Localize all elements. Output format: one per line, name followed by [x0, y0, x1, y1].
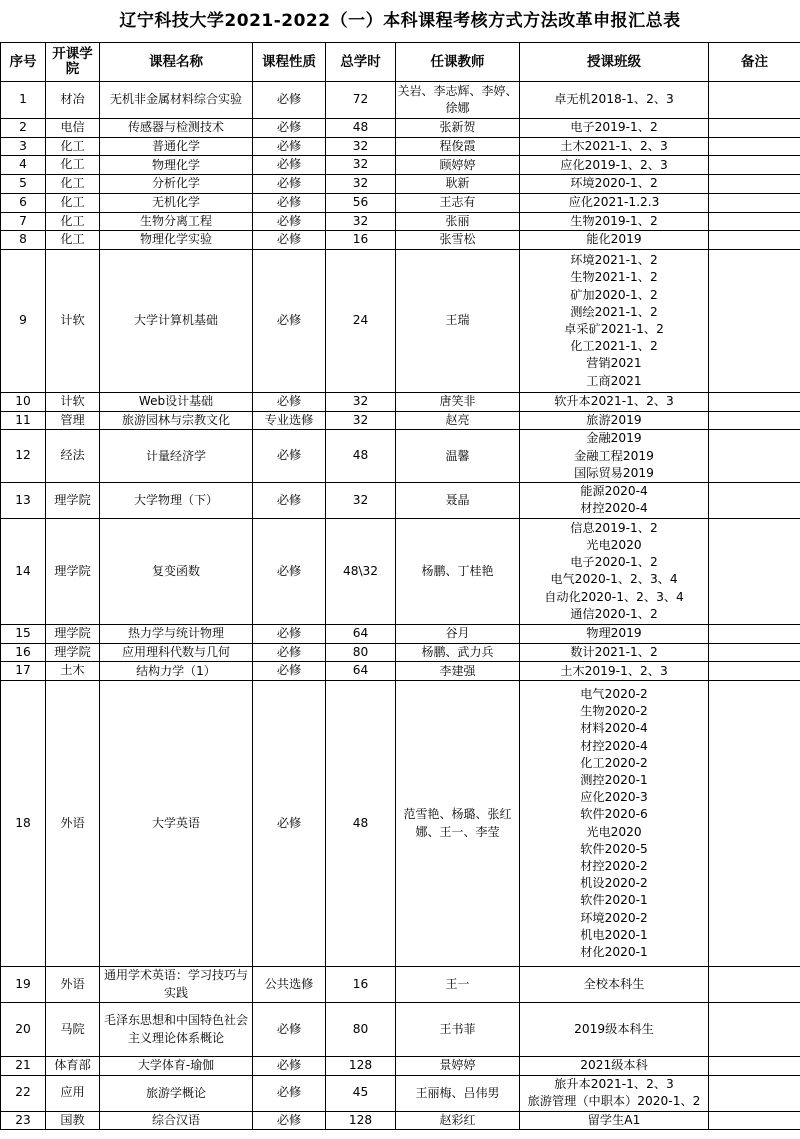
class-item: 能源2020-4 [580, 484, 648, 499]
teacher-cell: 王一 [396, 967, 520, 1003]
class-item: 应化2019-1、2、3 [560, 157, 668, 172]
classes-cell [520, 430, 709, 483]
seq-cell: 16 [1, 643, 46, 662]
remark-cell [709, 1075, 800, 1111]
table-row [1, 430, 800, 483]
seq-cell: 21 [1, 1057, 46, 1076]
hours-cell: 80 [326, 1003, 396, 1057]
nature-cell: 必修 [253, 175, 326, 194]
teacher-cell: 王书菲 [396, 1003, 520, 1057]
table-row [1, 1003, 800, 1057]
seq-cell: 7 [1, 212, 46, 231]
nature-cell: 必修 [253, 1111, 326, 1130]
header-classes: 授课班级 [520, 43, 709, 82]
college-cell: 管理 [46, 411, 100, 430]
hours-cell: 32 [326, 137, 396, 156]
classes-cell [520, 212, 709, 231]
nature-cell: 必修 [253, 1003, 326, 1057]
remark-cell [709, 193, 800, 212]
remark-cell [709, 392, 800, 411]
seq-cell: 20 [1, 1003, 46, 1057]
class-item: 生物2019-1、2 [570, 213, 658, 228]
college-cell: 理学院 [46, 482, 100, 518]
class-item: 电气2020-2 [580, 686, 648, 701]
class-item: 自动化2020-1、2、3、4 [544, 589, 684, 604]
remark-cell [709, 82, 800, 119]
college-cell: 外语 [46, 967, 100, 1003]
college-cell: 体育部 [46, 1057, 100, 1076]
course-name-cell: 大学计算机基础 [100, 249, 253, 392]
classes-cell [520, 1111, 709, 1130]
table-row [1, 119, 800, 138]
header-row [1, 43, 800, 82]
college-cell: 化工 [46, 231, 100, 250]
classes-cell [520, 1057, 709, 1076]
remark-cell [709, 231, 800, 250]
course-name-cell: 大学英语 [100, 681, 253, 967]
remark-cell [709, 249, 800, 392]
seq-cell: 1 [1, 82, 46, 119]
class-item: 应化2020-3 [580, 790, 648, 805]
header-hours: 总学时 [326, 43, 396, 82]
course-name-cell: 综合汉语 [100, 1111, 253, 1130]
remark-cell [709, 967, 800, 1003]
class-item: 材化2020-1 [580, 944, 648, 959]
classes-cell [520, 681, 709, 967]
nature-cell: 必修 [253, 662, 326, 681]
table-row [1, 411, 800, 430]
hours-cell: 32 [326, 411, 396, 430]
teacher-cell: 王志有 [396, 193, 520, 212]
header-remark: 备注 [709, 43, 800, 82]
class-item: 材控2020-4 [580, 738, 648, 753]
header-course: 课程名称 [100, 43, 253, 82]
class-item: 机设2020-2 [580, 876, 648, 891]
table-row [1, 518, 800, 624]
nature-cell: 必修 [253, 643, 326, 662]
page-title: 辽宁科技大学2021-2022（一）本科课程考核方式方法改革申报汇总表 [119, 11, 681, 31]
remark-cell [709, 156, 800, 175]
course-name-cell: 旅游学概论 [100, 1075, 253, 1111]
teacher-cell: 景婷婷 [396, 1057, 520, 1076]
remark-cell [709, 643, 800, 662]
class-item: 电子2019-1、2 [570, 120, 658, 135]
classes-cell [520, 624, 709, 643]
seq-cell: 22 [1, 1075, 46, 1111]
class-item: 数计2021-1、2 [570, 644, 658, 659]
hours-cell: 72 [326, 82, 396, 119]
class-item: 软升本2021-1、2、3 [554, 394, 674, 409]
teacher-cell: 谷月 [396, 624, 520, 643]
class-item: 物理2019 [586, 626, 642, 641]
class-item: 土木2021-1、2、3 [560, 138, 668, 153]
classes-cell [520, 392, 709, 411]
nature-cell: 必修 [253, 392, 326, 411]
teacher-cell: 赵彩红 [396, 1111, 520, 1130]
hours-cell: 24 [326, 249, 396, 392]
college-cell: 电信 [46, 119, 100, 138]
nature-cell: 必修 [253, 1057, 326, 1076]
nature-cell: 必修 [253, 119, 326, 138]
course-name-cell: 无机化学 [100, 193, 253, 212]
college-cell: 马院 [46, 1003, 100, 1057]
table-row [1, 1075, 800, 1111]
teacher-cell: 程俊霞 [396, 137, 520, 156]
teacher-cell: 温馨 [396, 430, 520, 483]
remark-cell [709, 411, 800, 430]
seq-cell: 5 [1, 175, 46, 194]
hours-cell: 32 [326, 175, 396, 194]
table-row [1, 643, 800, 662]
remark-cell [709, 1111, 800, 1130]
table-row [1, 681, 800, 967]
nature-cell: 必修 [253, 156, 326, 175]
seq-cell: 11 [1, 411, 46, 430]
classes-cell [520, 1075, 709, 1111]
remark-cell [709, 1003, 800, 1057]
course-name-cell: 大学体育-瑜伽 [100, 1057, 253, 1076]
classes-cell [520, 82, 709, 119]
seq-cell: 13 [1, 482, 46, 518]
hours-cell: 80 [326, 643, 396, 662]
college-cell: 应用 [46, 1075, 100, 1111]
college-cell: 材冶 [46, 82, 100, 119]
teacher-cell: 顾婷婷 [396, 156, 520, 175]
course-table [0, 42, 800, 1130]
class-item: 材控2020-4 [580, 501, 648, 516]
class-item: 材料2020-4 [580, 721, 648, 736]
remark-cell [709, 430, 800, 483]
teacher-cell: 聂晶 [396, 482, 520, 518]
header-nature: 课程性质 [253, 43, 326, 82]
table-row [1, 967, 800, 1003]
course-name-cell: 旅游园林与宗教文化 [100, 411, 253, 430]
course-name-cell: 毛泽东思想和中国特色社会主义理论体系概论 [100, 1003, 253, 1057]
college-cell: 理学院 [46, 518, 100, 624]
teacher-cell: 王瑞 [396, 249, 520, 392]
class-item: 能化2019 [586, 232, 642, 247]
table-row [1, 193, 800, 212]
nature-cell: 必修 [253, 624, 326, 643]
college-cell: 化工 [46, 193, 100, 212]
class-item: 全校本科生 [583, 976, 645, 991]
seq-cell: 3 [1, 137, 46, 156]
remark-cell [709, 482, 800, 518]
remark-cell [709, 681, 800, 967]
class-item: 光电2020 [586, 824, 642, 839]
college-cell: 化工 [46, 175, 100, 194]
course-name-cell: 无机非金属材料综合实验 [100, 82, 253, 119]
seq-cell: 19 [1, 967, 46, 1003]
college-cell: 经法 [46, 430, 100, 483]
seq-cell: 4 [1, 156, 46, 175]
seq-cell: 17 [1, 662, 46, 681]
college-cell: 理学院 [46, 624, 100, 643]
seq-cell: 12 [1, 430, 46, 483]
college-cell: 外语 [46, 681, 100, 967]
course-name-cell: 应用理科代数与几何 [100, 643, 253, 662]
table-row [1, 249, 800, 392]
hours-cell: 32 [326, 156, 396, 175]
course-name-cell: 计量经济学 [100, 430, 253, 483]
course-name-cell: 大学物理（下） [100, 482, 253, 518]
class-item: 金融2019 [586, 431, 642, 446]
nature-cell: 必修 [253, 231, 326, 250]
header-seq: 序号 [1, 43, 46, 82]
remark-cell [709, 662, 800, 681]
classes-cell [520, 249, 709, 392]
course-name-cell: Web设计基础 [100, 392, 253, 411]
table-row [1, 175, 800, 194]
class-item: 环境2020-1、2 [570, 176, 658, 191]
hours-cell: 48 [326, 119, 396, 138]
table-row [1, 392, 800, 411]
class-item: 通信2020-1、2 [570, 606, 658, 621]
classes-cell [520, 119, 709, 138]
hours-cell: 32 [326, 482, 396, 518]
teacher-cell: 唐笑非 [396, 392, 520, 411]
college-cell: 化工 [46, 137, 100, 156]
classes-cell [520, 411, 709, 430]
teacher-cell: 李建强 [396, 662, 520, 681]
class-item: 旅游管理（中职本）2020-1、2 [527, 1094, 701, 1109]
class-item: 电气2020-1、2、3、4 [550, 572, 678, 587]
teacher-cell: 张雪松 [396, 231, 520, 250]
nature-cell: 必修 [253, 193, 326, 212]
class-item: 国际贸易2019 [574, 465, 654, 480]
course-name-cell: 物理化学实验 [100, 231, 253, 250]
classes-cell [520, 137, 709, 156]
college-cell: 计软 [46, 249, 100, 392]
hours-cell: 56 [326, 193, 396, 212]
remark-cell [709, 1057, 800, 1076]
class-item: 留学生A1 [587, 1113, 641, 1127]
seq-cell: 6 [1, 193, 46, 212]
seq-cell: 10 [1, 392, 46, 411]
course-name-cell: 通用学术英语：学习技巧与实践 [100, 967, 253, 1003]
class-item: 卓无机2018-1、2、3 [554, 92, 674, 107]
class-item: 生物2021-1、2 [570, 270, 658, 285]
table-row [1, 624, 800, 643]
teacher-cell: 杨鹏、丁桂艳 [396, 518, 520, 624]
hours-cell: 64 [326, 662, 396, 681]
seq-cell: 8 [1, 231, 46, 250]
nature-cell: 必修 [253, 137, 326, 156]
table-row [1, 137, 800, 156]
college-cell: 化工 [46, 212, 100, 231]
class-item: 生物2020-2 [580, 704, 648, 719]
teacher-cell: 赵亮 [396, 411, 520, 430]
seq-cell: 14 [1, 518, 46, 624]
seq-cell: 15 [1, 624, 46, 643]
classes-cell [520, 518, 709, 624]
college-cell: 计软 [46, 392, 100, 411]
teacher-cell: 范雪艳、杨璐、张红娜、王一、李莹 [396, 681, 520, 967]
course-name-cell: 热力学与统计物理 [100, 624, 253, 643]
college-cell: 土木 [46, 662, 100, 681]
classes-cell [520, 193, 709, 212]
header-teacher: 任课教师 [396, 43, 520, 82]
hours-cell: 45 [326, 1075, 396, 1111]
hours-cell: 64 [326, 624, 396, 643]
class-item: 旅升本2021-1、2、3 [554, 1077, 674, 1092]
seq-cell: 18 [1, 681, 46, 967]
nature-cell: 公共选修 [253, 967, 326, 1003]
classes-cell [520, 643, 709, 662]
remark-cell [709, 119, 800, 138]
course-name-cell: 物理化学 [100, 156, 253, 175]
hours-cell: 32 [326, 392, 396, 411]
college-cell: 化工 [46, 156, 100, 175]
class-item: 信息2019-1、2 [570, 520, 658, 535]
hours-cell: 48\32 [326, 518, 396, 624]
class-item: 土木2019-1、2、3 [560, 663, 668, 678]
college-cell: 理学院 [46, 643, 100, 662]
teacher-cell: 张新贺 [396, 119, 520, 138]
class-item: 矿加2020-1、2 [570, 287, 658, 302]
remark-cell [709, 518, 800, 624]
class-item: 卓采矿2021-1、2 [564, 321, 664, 336]
nature-cell: 必修 [253, 518, 326, 624]
classes-cell [520, 156, 709, 175]
nature-cell: 必修 [253, 212, 326, 231]
nature-cell: 必修 [253, 482, 326, 518]
table-row [1, 82, 800, 119]
class-item: 化工2020-2 [580, 755, 648, 770]
header-college: 开课学院 [46, 43, 100, 82]
class-item: 测控2020-1 [580, 772, 648, 787]
seq-cell: 9 [1, 249, 46, 392]
course-name-cell: 复变函数 [100, 518, 253, 624]
teacher-cell: 关岩、李志辉、李婷、徐娜 [396, 82, 520, 119]
nature-cell: 必修 [253, 82, 326, 119]
hours-cell: 128 [326, 1111, 396, 1130]
nature-cell: 必修 [253, 681, 326, 967]
teacher-cell: 耿新 [396, 175, 520, 194]
remark-cell [709, 175, 800, 194]
hours-cell: 48 [326, 430, 396, 483]
class-item: 营销2021 [586, 356, 642, 371]
classes-cell [520, 231, 709, 250]
class-item: 软件2020-1 [580, 893, 648, 908]
seq-cell: 2 [1, 119, 46, 138]
table-row [1, 212, 800, 231]
class-item: 机电2020-1 [580, 927, 648, 942]
class-item: 2019级本科生 [574, 1021, 654, 1036]
nature-cell: 必修 [253, 1075, 326, 1111]
teacher-cell: 王丽梅、吕伟男 [396, 1075, 520, 1111]
class-item: 金融工程2019 [574, 448, 654, 463]
teacher-cell: 张丽 [396, 212, 520, 231]
course-name-cell: 普通化学 [100, 137, 253, 156]
table-row [1, 1111, 800, 1130]
teacher-cell: 杨鹏、武力兵 [396, 643, 520, 662]
class-item: 环境2021-1、2 [570, 253, 658, 268]
seq-cell: 23 [1, 1111, 46, 1130]
table-row [1, 1057, 800, 1076]
class-item: 工商2021 [586, 373, 642, 388]
nature-cell: 必修 [253, 249, 326, 392]
remark-cell [709, 624, 800, 643]
class-item: 化工2021-1、2 [570, 339, 658, 354]
hours-cell: 128 [326, 1057, 396, 1076]
course-name-cell: 传感器与检测技术 [100, 119, 253, 138]
class-item: 软件2020-6 [580, 807, 648, 822]
remark-cell [709, 137, 800, 156]
college-cell: 国教 [46, 1111, 100, 1130]
classes-cell [520, 1003, 709, 1057]
hours-cell: 32 [326, 212, 396, 231]
hours-cell: 48 [326, 681, 396, 967]
nature-cell: 专业选修 [253, 411, 326, 430]
class-item: 光电2020 [586, 538, 642, 553]
classes-cell [520, 967, 709, 1003]
table-row [1, 482, 800, 518]
class-item: 2021级本科 [580, 1058, 648, 1073]
classes-cell [520, 662, 709, 681]
classes-cell [520, 482, 709, 518]
table-row [1, 662, 800, 681]
course-name-cell: 分析化学 [100, 175, 253, 194]
class-item: 应化2021-1.2.3 [568, 195, 660, 210]
nature-cell: 必修 [253, 430, 326, 483]
classes-cell [520, 175, 709, 194]
hours-cell: 16 [326, 967, 396, 1003]
class-item: 软件2020-5 [580, 841, 648, 856]
remark-cell [709, 212, 800, 231]
course-name-cell: 生物分离工程 [100, 212, 253, 231]
class-item: 旅游2019 [586, 412, 642, 427]
hours-cell: 16 [326, 231, 396, 250]
class-item: 材控2020-2 [580, 858, 648, 873]
table-row [1, 231, 800, 250]
table-row [1, 156, 800, 175]
class-item: 电子2020-1、2 [570, 555, 658, 570]
class-item: 环境2020-2 [580, 910, 648, 925]
course-name-cell: 结构力学（1） [100, 662, 253, 681]
class-item: 测绘2021-1、2 [570, 304, 658, 319]
